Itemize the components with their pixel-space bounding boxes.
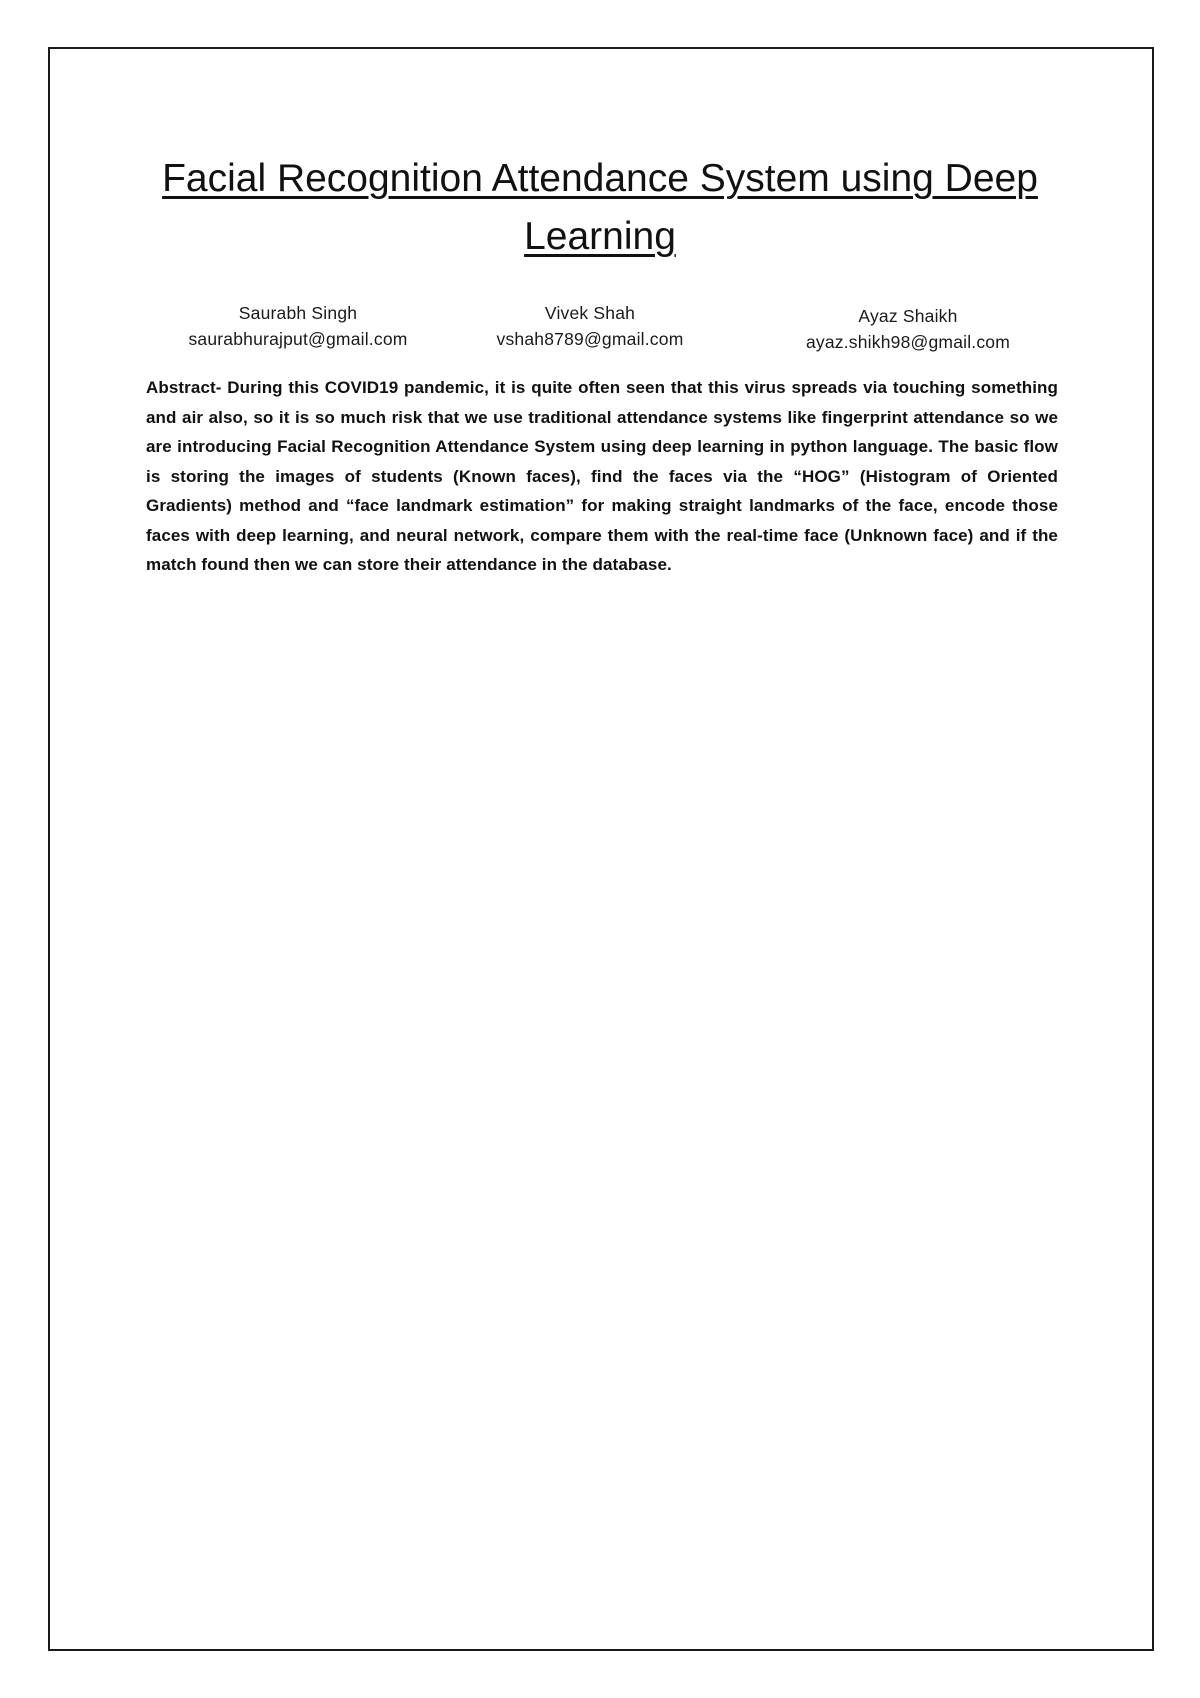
author-block (440, 300, 740, 352)
author-block (758, 303, 1058, 355)
author-email: ayaz.shikh98@gmail.com (805, 332, 1011, 352)
author-name: Ayaz Shaikh (858, 306, 958, 326)
author-block (148, 300, 448, 352)
paper-title: Facial Recognition Attendance System using Deep Learning (162, 157, 1038, 258)
page-border (48, 47, 1154, 1651)
author-name: Vivek Shah (544, 303, 636, 323)
abstract-paragraph: Abstract- During this COVID19 pandemic, it is quite often seen that this virus spreads via touching something and air also, so it is so much risk that we use traditional attendance systems like fingerprint attendance so we are introducing Facial Recognition Attendance System using deep learning in python language. The basic flow is storing the images of students (Known faces), find the faces via the “HOG” (Histogram of Oriented Gradients) method and “face landmark estimation” for making straight landmarks of the face, encode those faces with deep learning, and neural network, compare them with the real-time face (Unknown face) and if the match found then we can store their attendance in the database. (146, 378, 1058, 574)
author-name: Saurabh Singh (238, 303, 358, 323)
author-email: vshah8789@gmail.com (496, 329, 684, 349)
author-email: saurabhurajput@gmail.com (188, 329, 408, 349)
